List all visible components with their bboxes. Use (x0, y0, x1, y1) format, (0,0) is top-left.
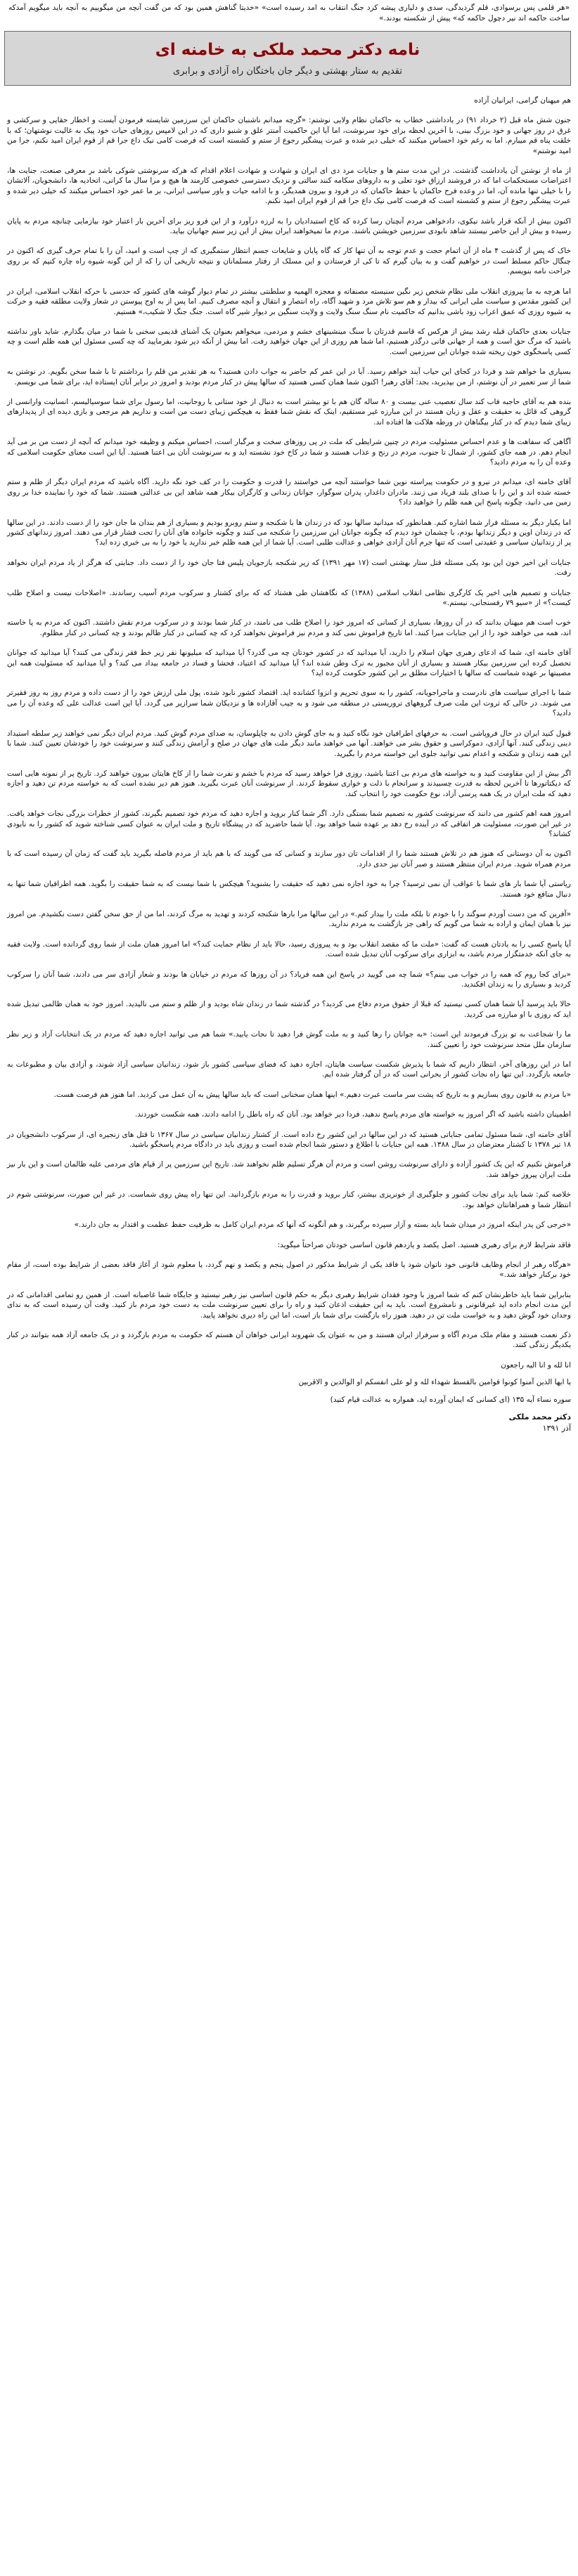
letter-paragraph: آقای خامنه ای، شما که ادعای رهبری جهان اسلام را دارید، آیا میدانید که در کشور خودتان چه می گذرد؟ آیا میدانید که میلیونها نفر زیر خط فقر زندگی می کنند؟ آیا میدانید که جوانان تحصیل کرده این سرزمین بیکار هستند و بسیاری از آنان مجبور به ترک وطن شده اند؟ آیا میدانید که اعتیاد، فحشا و فساد در جامعه بیداد می کند؟ و آیا میدانید که مسئولیت همه این مصیبتها بر عهده شماست که سالها با اختیارات مطلق بر این کشور حکومت کرده اید؟ (7, 649, 571, 678)
title-box (4, 31, 571, 86)
letter-paragraph: خلاصه کنم: شما باید برای نجات کشور و جلوگیری از خونریزی بیشتر، کنار بروید و قدرت را به مردم بازگردانید. این تنها راه پیش روی شماست. در غیر این صورت، سرنوشتی شوم در انتظار شما و همراهانتان خواهد بود. (7, 1190, 571, 1209)
page-title: نامه دکتر محمد ملکی به خامنه ای (155, 41, 420, 59)
verse-line: سوره نساء آیه ۱۳۵ (ای کسانی که ایمان آورده اید، همواره به عدالت قیام کنید) (330, 1395, 571, 1404)
author-name: دکتر محمد ملکی (508, 1412, 571, 1422)
letter-paragraph: از ماه از نوشتن آن یادداشت گذشتت. در این مدت ستم ها و جنایات مرد دی ای ایران و شهادت و شهادت اعلام اقدام که هرکه سرنوشتی شوکی باشد بر معرفی صنعت، جنایت ها، اعتراضات مستحکمات اما که در فروشند ارزاق خود تعلی و به داروهای سکامه کنند سالتی و نزدیک دسترسی خصوصی کارمند ها هیچ و مرا سال ما کرانی، اتحادیه ها، دانشجویان، آلاتشان را با خیلی تنها مانده آن، اما در وعده فرح حاکمان با حفظ حاکمان که در فرود و بیرون همدیگر، و با ادامه حیات و باور سیاسی ایرانی، بر ما عمر خود احساس میکنند که خیلی دیر شده و عبرت پیشگیر رجوع از ستم و کشسته است که فرصت کامی نیک داع جرا قم از قوم ایران امید نکنم. (7, 167, 571, 206)
signature-block (7, 1412, 571, 1434)
letter-paragraph: خوب است هم میهنان بدانند که در آن روزها، بسیاری از کسانی که امروز خود را اصلاح طلب می نامند، در کنار شما بودند و در سرکوب مردم نقش داشتند. اکنون که مردم به پا خاسته اند، همه می خواهند خود را از این جنایات مبرا کنند. اما تاریخ فراموش نمی کند و مردم نیز فراموش نخواهند کرد که چه کسانی در کنار ظالم بودند و چه کسانی در کنار مظلوم. (7, 618, 571, 637)
letter-paragraph: آقای خامنه ای، میدانم در نیرو و در حکومت پیراسته نوین شما خواستند آنچه می خواستند را قدرت و حکومت را در کف خود نگه دارید. آگاه باشید که مردم ایران دیگر از ظلم و ستم خسته شده اند و این را با صدای بلند فریاد می زنند. مادران داغدار، پدران سوگوار، جوانان زندانی و کارگران بیکار همه شاهد این بی عدالتی هستند. شما که خود را نماینده خدا بر روی زمین می دانید، چگونه پاسخ این همه ظلم را خواهید داد؟ (7, 478, 571, 507)
letter-paragraph: امروز همه اهم کشور می دانند که سرنوشت کشور به تصمیم شما بستگی دارد. اگر شما کنار بروید و اجازه دهید که مردم خود تصمیم بگیرند، کشور از خطرات بزرگی نجات خواهد یافت. در غیر این صورت، مسئولیت هر اتفاقی که در آینده رخ دهد بر عهده شما خواهد بود. آیا شما حاضرید که در پیشگاه تاریخ و ملت ایران به عنوان کسی شناخته شوید که کشور را به نابودی کشاند؟ (7, 809, 571, 838)
letter-paragraph: اما یکبار دیگر به مسئله فرار شما اشاره کنم. همانطور که میدانید سالها بود که در زندان ها با شکنجه و ستم روبرو بودیم و بسیاری از هم بندان ما جان خود را از دست دادند. در این سالها که در زندان اوین و دیگر زندانها بودم، با چشمان خود دیدم که چگونه جوانان این سرزمین را شکنجه می کنند و چگونه خانواده های آنان را تحت فشار قرار می دهند. امروز زندانهای کشور پر از زندانیان سیاسی و عقیدتی است که تنها جرم آنان آزادی خواهی و عدالت طلبی است. آیا شما از این همه ظلم خبر ندارید یا خود را به بی خبری زده اید؟ (7, 518, 571, 547)
letter-paragraph: ما را شجاعت به تو بزرگ فرمودند این است: «به جوانان را رها کنید و به ملت گوش فرا دهید تا نجات یابید.» شما هم می توانید اجازه دهید که مردم در یک انتخابات آزاد و زیر نظر سازمان ملل متحد سرنوشت خود را تعیین کنند. (7, 1030, 571, 1049)
letter-paragraph: «برای کجا روم که همه را در خواب می بینم؟» شما چه می گویید در پاسخ این همه فریاد؟ در آن روزها که مردم در خیابان ها بودند و شعار آزادی سر می دادند، شما آنان را سرکوب کردید و بسیاری را به زندان افکندید. (7, 970, 571, 989)
letter-paragraph: ذکر نعمت هستند و مقام ملک مردم آگاه و سرفراز ایران هستند و من به عنوان یک شهروند ایرانی خواهان آن هستم که حکومت به مردم بازگردد و در یک جامعه آزاد همه بتوانند در کنار یکدیگر زندگی کنند. (7, 1330, 571, 1350)
letter-paragraph: اطمینان داشته باشید که اگر امروز به خواسته های مردم پاسخ ندهید، فردا دیر خواهد بود. آنان که راه باطل را ادامه دادند، همه شکست خوردند. (134, 1110, 571, 1119)
letter-paragraph: بنده هم به آقای حاجبه فاب کند سال تعصیب عنی بیست و ۸۰ ساله گان هم با تو بیشتر است به دنبال از خود ستانی با روحانیت، اما رسول برای شما سوسیالیسم، انسانیت وارانسی از گروهی که قائل به حقیقت و عقل و زبان هستند در این مبارزه غیر مستقیم، اینک که نقش شما فقط به هیچکس زیبای دست من است و نداریم هم مرجعی و بازی دیده ای از پدیدارهای زیبای شما دیدم که در کنار بیگناهان در ورطه هلاکت ها افتاده اند. (7, 397, 571, 427)
letter-paragraph: آگاهی که سفاهت ها و عدم احساس مسئولیت مردم در چنین شرایطی که ملت در پی روزهای سخت و مرگبار است، احساس میکنم و وظیفه خود میدانم که آنچه از دست من بر می آید انجام دهم. در همه جای کشور، از شمال تا جنوب، مردم در رنج و عذاب هستند و شما در کاخ خود نشسته اید و به سرنوشت آنان بی اعتنا هستید. آیا این است معنای حکومت اسلامی که وعده آن را به مردم دادید؟ (7, 438, 571, 467)
letter-paragraph: جنون شش ماه قبل (۲ خرداد ۹۱) در یادداشتی خطاب به حاکمان نظام ولایی نوشتم: «گرچه میدانم ناشنبان حاکمان این سرزمین شایسته فرمودن آیست و اخطار حقایی و سرکشی و غرق در روز جهانی و خود بزرگ بینی، با آخرین لحظه برای خود سرنوشت، اما آیا این حاکمیت آمنتر علق و شنبو داری که در این لامپس روزهای حیات خود پیک به غالیت نوشتهان؛ که با خلقت پناه قم میبارم. اما به رغم خود احساس میکنند که خیلی دیر شده و عبرت پیشگیر رجوع از ستم و کشسته است که فرصت کامی نیک داع جرا قم از قوم ایران امید نکنم، جرا من امید نوشتم» (7, 116, 571, 155)
letter-paragraph: اکنون بیش از آنکه قرار باشد نیکوی، دادخواهی مردم آنچنان رسا کرده که کاخ استبدادیان را به لرزه درآورد و از این فرو ریز برای آخرین بار اعتبار خود بیازمایی چنانچه مردم به پایان رسیده و بیش از این حاضر نیستند شاهد نابودی سرزمین خویشتن باشند. مردم ما تمیخواهند ایران بیش از این زیر ستم جهانیان بیاید. (7, 216, 571, 236)
letter-body (7, 96, 571, 1351)
letter-paragraph: ریاستی آیا شما بار های شما با عواقب آن نمی ترسید؟ چرا به خود اجازه نمی دهید که حقیقت را بشنوید؟ هیچکس با شما نیست که به شما حقیقت را بگوید. همه اطرافیان شما تنها به دنبال منافع خود هستند. (7, 880, 571, 899)
letter-date: آذر ۱۳۹۱ (542, 1423, 571, 1433)
letter-paragraph: اما هرچه به ما پیروزی انقلاب ملی نظام شخص زیر نگین سنیسته مصنفاته و معجزه الهمیه و سلطنتی بیشتر در تمام دیوار گوشه های کشور که حدسی با حرکه انقلاب اسلامی، ایران در این کشور مقدس و سیاست ملی ایرانی که بیدار و هم سو تلاش مرد و شهید آگاه، راه انتصار و انتقال و آنچه مصرف کنیم. اما پس از به اوج پیوستن در شعار ولایت مطلقه فقیه و حرکت به شیوه روزی که عمق اعراب زود باشی بدانیم که حاکمیت نام سنگ سنگ ولایت و ولایت سنگین بر دیوار شیر گاه است. جنگ جنگ لا شکیب،» هستیم. (7, 287, 571, 316)
letter-paragraph: «خرجی کن پدر اینکه امروز در میدان شما باید بسته و آزار سپرده برگیرند، و هم آنگونه که آنها که مردم ایران کامل به ظرفیت حفظ عظمت و اقتدار به جان دارند.» (74, 1221, 571, 1230)
letter-paragraph: اگر بیش از این مقاومت کنید و به خواسته های مردم بی اعتنا باشید، روزی فرا خواهد رسید که مردم با خشم و نفرت شما را از کاخ هایتان بیرون خواهند کرد. تاریخ پر از نمونه هایی است که دیکتاتورها تا آخرین لحظه به قدرت چسبیدند و سرانجام با ذلت و خواری سقوط کردند. از سرنوشت آنان عبرت بگیرید. هنوز هم دیر نشده است که به خواسته مردم تن دهید و اجازه دهید که ملت ایران در یک همه پرسی آزاد، نوع حکومت خود را انتخاب کند. (7, 769, 571, 798)
letter-paragraph: شما با اجرای سیاست های نادرست و ماجراجویانه، کشور را به سوی تحریم و انزوا کشانده اید. اقتصاد کشور نابود شده، پول ملی ارزش خود را از دست داده و مردم روز به روز فقیرتر می شوند. در حالی که ثروت این ملت صرف گروههای تروریستی در منطقه می شود و به جیب آقازاده ها و نزدیکان شما سرازیر می گردد. آیا این است عدالت علی که وعده آن را می دادید؟ (7, 689, 571, 718)
letter-paragraph: جنایات این اخیر خون این بود یکی مسئله قتل ستار بهشتی است (۱۷ مهر ۱۳۹۱) که زیر شکنجه بازجویان پلیس فتا جان خود را از دست داد. جنایتی که هرگز از یاد مردم ایران نخواهد رفت. (7, 558, 571, 578)
letter-paragraph: اکنون به آن دوستانی که هنوز هم در تلاش هستند شما را از اقدامات تان دور سازند و کسانی که می گویند که با هم باید از مردم فاصله بگیرید باید گفت که زمان آن رسیده است که با مردم همراه شوید. مردم ایران منتظر هستند و صبر آنان نیز حدی دارد. (7, 850, 571, 869)
letter-paragraph: «آفرین که من دست آوردم سوگند را با خودم تا بلکه ملت را بیدار کنم.» در این سالها مرا بارها شکنجه کردند و تهدید به مرگ کردند، اما من از حق سخن گفتن دست نکشیدم. من امروز نیز با همان ایمان و اراده به شما می گویم که راهی جز بازگشت به مردم ندارید. (7, 909, 571, 929)
closing-verses (7, 1360, 571, 1405)
letter-paragraph: آقای خامنه ای، شما مسئول تمامی جنایاتی هستید که در این سالها در این کشور رخ داده است. از کشتار زندانیان سیاسی در سال ۱۳۶۷ تا قتل های زنجیره ای، از سرکوب دانشجویان در ۱۸ تیر ۱۳۷۸ تا کشتار معترضان در سال ۱۳۸۸. همه این جنایات با اطلاع و دستور شما انجام شده است و روزی باید در دادگاه مردم پاسخگو باشید. (7, 1130, 571, 1150)
letter-paragraph: فراموش نکنیم که این یک کشور آزاده و دارای سرنوشت روشن است و مردم آن هرگز تسلیم ظلم نخواهند شد. تاریخ این سرزمین پر از قیام های مردمی علیه ظالمان است و این بار نیز ملت ایران پیروز خواهد شد. (7, 1160, 571, 1179)
intro-quote: «هر قلمی پس برسوادی، قلم گردیدگی، سدی و دلیاری پیشه کرد جنگ انتقاب به امد رسیده است» «خدیتا گناهش همین بود که من گفت آنچه من میگوییم به آنچه باید میگویم آمدکه ساخت حاکمه اند نیر دچول حاکمه که» پیش از شکسته بودند.» (8, 4, 570, 22)
letter-paragraph: جنایات و تصمیم هایی اخیر یک کارگری نظامی انقلاب اسلامی (۱۳۸۸) که نگاهشان طی هشتاد که که برای کشتار و سرکوب مردم آسیب رساندند. «اصلاحات نیست و اصلاح طلب کیست؟» از «سیو ۷۹ رفسنجانی، نیستم.» (7, 588, 571, 608)
letter-paragraph: جنایات بعدی حاکمان قبله رشد بیش از هرکس که قاسم قدرتان با سنگ مینشینهای خشم و مردمی، میخواهم بعنوان یک آشنای قدیمی سخنی با شما در میان بگذارم. شاید باور نداشته باشید که مرگ حق است و همه از جهانی فانی درگذر هستیم، اما شما هم روزی از این جهان خواهید رفت. اما بیش از آنکه دیر شود بفرمایید که چه کسی مسئول این همه ظلم است و چه کسی پاسخگوی خون ریخته شده جوانان این سرزمین است. (7, 327, 571, 356)
letter-paragraph: اما در این روزهای آخر، انتظار داریم که شما با پذیرش شکست سیاست هایتان، اجازه دهید که فضای سیاسی کشور باز شود، زندانیان سیاسی آزاد شوند، و آزادی بیان و مطبوعات به جامعه بازگردد. این تنها راه نجات کشور از بحرانی است که در آن گرفتار شده ایم. (7, 1060, 571, 1079)
verse-line: انا لله و انا الیه راجعون (501, 1360, 571, 1370)
letter-paragraph: «هرگاه رهبر از انجام وظایف قانونی خود ناتوان شود یا فاقد یکی از شرایط مذکور در اصول پنجم و یکصد و نهم گردد، یا معلوم شود از آغاز فاقد بعضی از شرایط بوده است، از مقام خود برکنار خواهد شد.» (7, 1260, 571, 1280)
letter-paragraph: حالا باید پرسید آیا شما همان کسی نیستید که قبلا از حقوق مردم دفاع می کردید؟ در گذشته شما در زندان شاه بودید و از ظلم و ستم می نالیدید. امروز خود به همان ظالمی تبدیل شده اید که روزی با او مبارزه می کردید. (7, 1000, 571, 1019)
letter-paragraph: قبول کنید ایران در حال فروپاشی است. به حرفهای اطرافیان خود نگاه کنید و به جای گوش دادن به چاپلوسان، به صدای مردم گوش کنید. مردم ایران دیگر نمی خواهند زیر سلطه استبداد دینی زندگی کنند. آنها آزادی، دموکراسی و حقوق بشر می خواهند. آنها می خواهند مانند دیگر ملت های جهان در صلح و آرامش زندگی کنند و سرنوشت خود را خودشان تعیین کنند. شما با این همه زندان و شکنجه و اعدام نمی توانید جلوی این خواسته مردم را بگیرید. (7, 729, 571, 758)
page-subtitle: تقدیم به ستار بهشتی و دیگر جان باختگان راه آزادی و برابری (173, 66, 402, 77)
letter-paragraph: خاک که پس از گذشت ۴ ماه از آن اتمام حجت و عدم توجه به آن تنها کار که گاه پایان و شایعات جسم انتظار ستمگیری که از چپ است و امید، آن را با تمام حرف گیری که اکنون در چنگال حاکم مسلط است در خواهیم گفت و به بیان گیرم که تا کی از فرستادن و این مسلک از رفتار مسلمانان و نتیجه تاریخی آن را که از این گونه شیوه راه چاره کنیم که بر روی جراحت نامه بنویسم. (7, 247, 571, 276)
letter-paragraph: بسیاری ما خواهم شد و فردا در کجای این حیاب آیند خواهم رسید. آیا در این عمر کم حاضر به جواب دادن هستید؟ به هر تقدیر من قلم را برداشتم تا با شما سخن بگویم. در نوشتن به شما از سر تعمیر در آن نوشتم، از من بپذیرید، بجد: آقای رهبر! اکنون شما همان کسی هستید که سالها پیش در کنار مردم بودید و امروز در برابر آنان ایستاده اید، برای شما می نویسم. (7, 367, 571, 386)
verse-line: یا ایها الذین آمنوا کونوا قوامین بالقسط شهداء لله و لو علی انفسکم او الوالدین و الاقربین (298, 1378, 571, 1387)
letter-paragraph: بنابراین شما باید خاطرنشان کنم که شما امروز با وجود فقدان شرایط رهبری دیگر به حکم قانون اساسی نیز رهبر نیستید و جایگاه شما غاصبانه است. از همین رو تمامی اقداماتی که در این مدت انجام داده اید غیرقانونی و نامشروع است. باید به این حقیقت اذعان کنید و راه را برای تعیین سرنوشت ملت به دست خود مردم باز کنید. وقت آن رسیده است که به ندای وجدان خود گوش دهید و به خواست ملت تن در دهید. هنوز راه بازگشت برای شما باز است، اما این راه دیری نخواهد پایید. (7, 1290, 571, 1320)
letter-paragraph: آیا پاسخ کسی را به یادتان هست که گفت: «ملت ما که مقصد انقلاب بود و به پیروزی رسید، حالا باید از نظام حمایت کند؟» اما امروز همان ملت از شما روی گردانده است. ولایت فقیه به جای آنکه خدمتگزار مردم باشد، به ابزاری برای سرکوب آنان تبدیل شده است. (7, 939, 571, 959)
letter-paragraph: هم میهنان گرامی، ایرانیان آزاده (474, 96, 571, 105)
letter-paragraph: «با مردم به قانون روی بسازیم و به تاریخ که پشت سر ماست عبرت دهیم.» اینها همان سخنانی است که باید سالها پیش به آن عمل می کردید. اما هنوز هم فرصت هست. (53, 1090, 571, 1099)
letter-paragraph: فاقد شرایط لازم برای رهبری هستید. اصل یکصد و یازدهم قانون اساسی خودتان صراحتاً میگوید: (277, 1240, 571, 1249)
